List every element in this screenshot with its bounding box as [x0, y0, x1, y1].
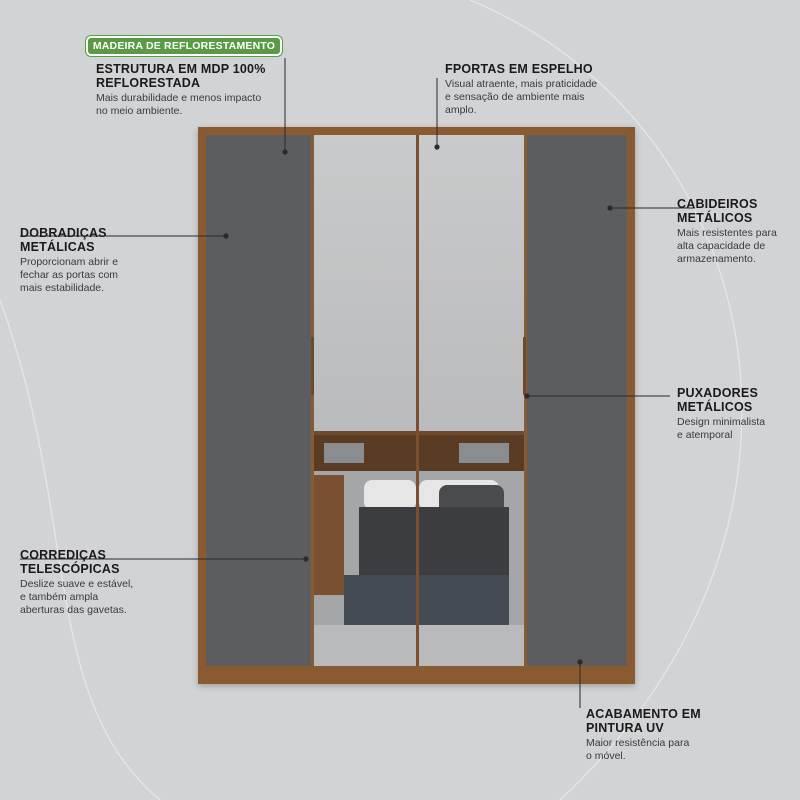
callout-acabamento [586, 707, 746, 763]
callout-cabideiros [677, 197, 797, 266]
left-gray-door [206, 135, 311, 666]
callout-title: CABIDEIROS METÁLICOS [677, 197, 758, 225]
badge-label: MADEIRA DE REFLORESTAMENTO [92, 40, 276, 52]
handle-left [311, 337, 314, 395]
callout-title: CORREDIÇAS TELESCÓPICAS [20, 548, 120, 576]
callout-corredicas [20, 548, 180, 617]
callout-title: ESTRUTURA EM MDP 100% REFLORESTADA [96, 62, 266, 90]
callout-title: DOBRADIÇAS METÁLICAS [20, 226, 107, 254]
callout-desc: Maior resistência para o móvel. [586, 737, 690, 762]
reforestation-badge [86, 36, 282, 56]
center-seam [416, 135, 419, 666]
callout-puxadores [677, 386, 797, 442]
callout-desc: Visual atraente, mais praticidade e sensação de ambiente mais amplo. [445, 78, 598, 116]
callout-title: FPORTAS EM ESPELHO [445, 62, 593, 76]
callout-dobradicas [20, 226, 170, 295]
mirror-reflection-right [419, 135, 524, 666]
callout-title: PUXADORES METÁLICOS [677, 386, 758, 414]
callout-desc: Mais durabilidade e menos impacto no meio ambiente. [96, 92, 262, 117]
right-gray-door [527, 135, 627, 666]
callout-desc: Design minimalista e atemporal [677, 416, 766, 441]
left-mirror-door [314, 135, 416, 666]
callout-desc: Mais resistentes para alta capacidade de armazenamento. [677, 227, 777, 265]
callout-desc: Deslize suave e estável, e também ampla aberturas das gavetas. [20, 578, 134, 616]
callout-title: ACABAMENTO EM PINTURA UV [586, 707, 701, 735]
handle-right [523, 337, 526, 395]
wardrobe-image [198, 127, 635, 684]
mirror-reflection-left [314, 135, 416, 666]
callout-estrutura [96, 62, 306, 118]
callout-portas [445, 62, 645, 117]
right-mirror-door [419, 135, 524, 666]
callout-desc: Proporcionam abrir e fechar as portas com mais estabilidade. [20, 256, 119, 294]
